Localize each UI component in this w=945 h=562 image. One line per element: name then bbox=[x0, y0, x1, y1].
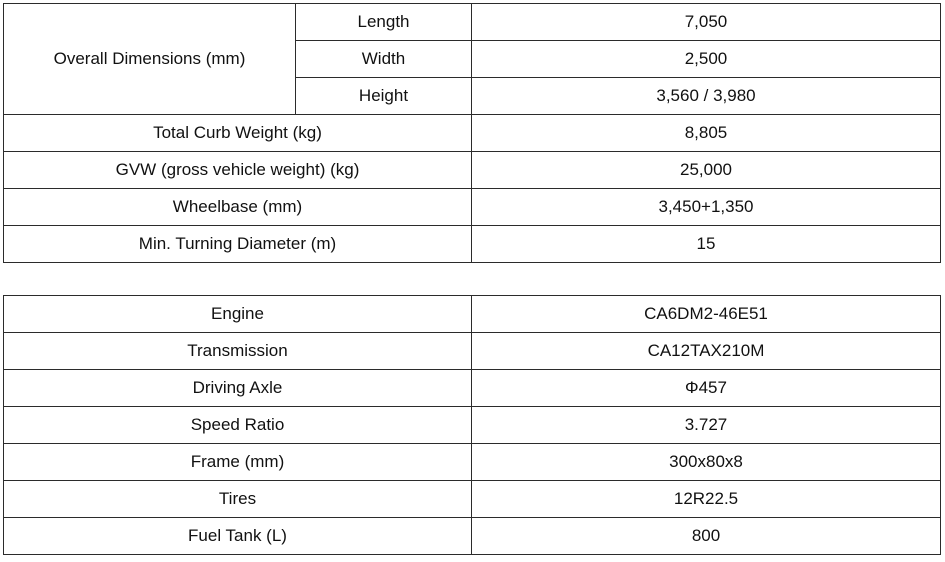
tires-label: Tires bbox=[4, 481, 472, 518]
overall-dimensions-label: Overall Dimensions (mm) bbox=[4, 4, 296, 115]
driving-axle-label: Driving Axle bbox=[4, 370, 472, 407]
fuel-tank-label: Fuel Tank (L) bbox=[4, 518, 472, 555]
gvw-label: GVW (gross vehicle weight) (kg) bbox=[4, 152, 472, 189]
table-row bbox=[4, 481, 941, 518]
table-row bbox=[4, 4, 941, 41]
table-row bbox=[4, 115, 941, 152]
width-label: Width bbox=[296, 41, 472, 78]
curb-weight-value: 8,805 bbox=[472, 115, 941, 152]
frame-label: Frame (mm) bbox=[4, 444, 472, 481]
table-row bbox=[4, 370, 941, 407]
engine-value: CA6DM2-46E51 bbox=[472, 296, 941, 333]
turning-diameter-value: 15 bbox=[472, 226, 941, 263]
drivetrain-table bbox=[3, 295, 941, 555]
speed-ratio-label: Speed Ratio bbox=[4, 407, 472, 444]
wheelbase-label: Wheelbase (mm) bbox=[4, 189, 472, 226]
fuel-tank-value: 800 bbox=[472, 518, 941, 555]
length-label: Length bbox=[296, 4, 472, 41]
wheelbase-value: 3,450+1,350 bbox=[472, 189, 941, 226]
speed-ratio-value: 3.727 bbox=[472, 407, 941, 444]
height-label: Height bbox=[296, 78, 472, 115]
width-value: 2,500 bbox=[472, 41, 941, 78]
table-row bbox=[4, 189, 941, 226]
transmission-label: Transmission bbox=[4, 333, 472, 370]
table-row bbox=[4, 407, 941, 444]
table-row bbox=[4, 152, 941, 189]
table-row bbox=[4, 226, 941, 263]
height-value: 3,560 / 3,980 bbox=[472, 78, 941, 115]
frame-value: 300x80x8 bbox=[472, 444, 941, 481]
gvw-value: 25,000 bbox=[472, 152, 941, 189]
table-row bbox=[4, 444, 941, 481]
driving-axle-value: Φ457 bbox=[472, 370, 941, 407]
length-value: 7,050 bbox=[472, 4, 941, 41]
transmission-value: CA12TAX210M bbox=[472, 333, 941, 370]
engine-label: Engine bbox=[4, 296, 472, 333]
table-row bbox=[4, 333, 941, 370]
dimensions-table bbox=[3, 3, 941, 263]
table-row bbox=[4, 296, 941, 333]
turning-diameter-label: Min. Turning Diameter (m) bbox=[4, 226, 472, 263]
curb-weight-label: Total Curb Weight (kg) bbox=[4, 115, 472, 152]
table-row bbox=[4, 518, 941, 555]
tires-value: 12R22.5 bbox=[472, 481, 941, 518]
